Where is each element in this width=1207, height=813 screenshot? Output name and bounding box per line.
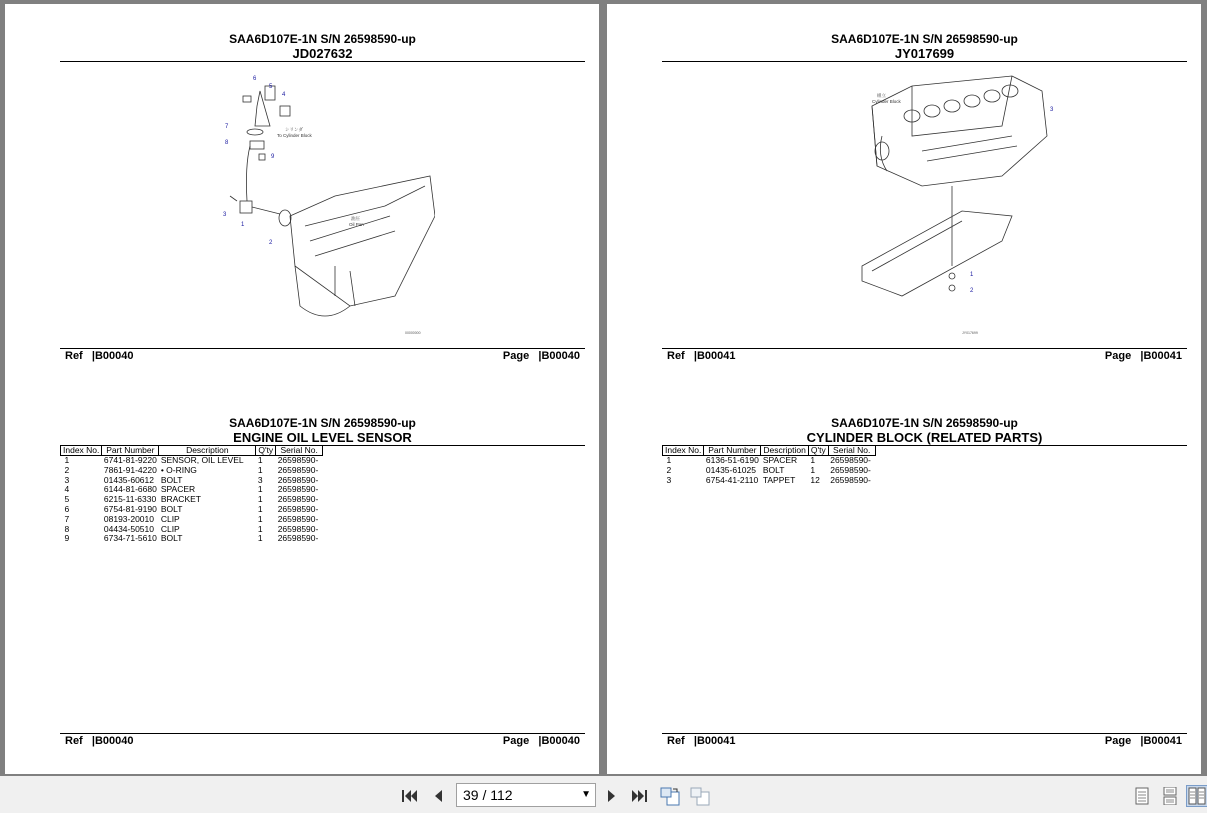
table-cell: 26598590- [277,484,319,495]
table-cell: 04434-50510 [103,523,154,534]
svg-text:9: 9 [271,154,275,160]
table-cell: 26598590- [277,523,319,534]
table-cell: 7 [64,513,70,524]
next-page-icon[interactable] [601,785,623,807]
column-header: Q'ty [256,446,276,456]
table-cell: 26598590- [277,503,319,514]
chevron-down-icon: ▼ [581,789,591,800]
page-header-model: SAA6D107E-1N S/N 26598590-up [229,32,416,46]
two-page-view-icon[interactable] [1186,785,1207,807]
table-cell: 3 [666,474,672,485]
single-page-view-icon[interactable] [1131,785,1153,807]
table-cell: 12 [810,474,820,485]
header-rule [60,61,585,62]
svg-text:1: 1 [970,272,974,278]
table-cell: 6215-11-6330 [103,494,157,505]
table-cell: 01435-60612 [103,474,154,485]
svg-text:Oil Pan: Oil Pan [349,222,364,227]
header-rule [662,61,1187,62]
table-cell: 9 [64,533,70,544]
table-cell: 1 [257,503,263,514]
table-cell: 6754-41-2110 [705,474,759,485]
svg-text:Cylinder Block: Cylinder Block [872,99,901,104]
left-page: SAA6D107E-1N S/N 26598590-up JD027632 6 5 4 7 8 9 3 1 2 シリンダ To Cylinder Block 油圧 Oil Pan 00000000 Ref |B00040 Page |B00040 SAA6D107E-1N S/N 26598590-up ENGINE OIL LEVEL SENSOR Index No. Part Number Description Q'ty Serial No. 1 6741-81-9220 SENSOR, OIL LEVEL 1 26598590- 2 7861-91-4220 • O-RING 1 26598590- 3 01435-60612 BOLT 3 26598590- 4 6144-81-6680 SPACER 1 26598590- 5 6215-11-6330 BRACKET 1 26598590- 6 6754-81-9190 BOLT 1 26598590- 7 08193-20010 CLIP 1 26598590- 8 04434-50510 CLIP 1 26598590- 9 6734-71-5610 BOLT 1 26598590- Ref |B00040 Page |B00040 [5,4,599,774]
svg-text:4: 4 [282,92,286,98]
table-cell: 26598590- [277,455,319,465]
table-cell: • O-RING [160,464,197,475]
column-header: Index No. [61,446,102,456]
svg-text:3: 3 [1050,107,1054,113]
table-cell: 26598590- [277,513,319,524]
table-cell: 26598590- [277,474,319,485]
svg-text:8: 8 [225,140,229,146]
table-cell: 1 [257,533,263,544]
svg-text:To Cylinder Block: To Cylinder Block [277,133,312,138]
table-cell: CLIP [160,513,180,524]
svg-text:5: 5 [269,84,273,90]
table-cell: 5 [64,494,70,505]
table-cell: 1 [257,455,263,465]
svg-text:組立: 組立 [877,93,886,98]
table-cell: 26598590- [830,464,871,475]
svg-text:00000000: 00000000 [405,331,421,335]
ref-rule [662,348,1187,349]
table-row [663,476,876,486]
footer-rule [60,733,585,734]
page-number-select[interactable] [456,783,596,807]
table-cell: 26598590- [830,474,871,485]
table-cell: 1 [810,464,816,475]
table-cell: 1 [257,464,263,475]
table-cell: SENSOR, OIL LEVEL [160,455,244,465]
column-header: Serial No. [828,446,875,456]
table-cell: BOLT [762,464,785,475]
svg-text:2: 2 [269,240,273,246]
table-cell: 1 [257,523,263,534]
table-cell: 26598590- [277,464,319,475]
table-cell: BOLT [160,533,183,544]
table-cell: 6 [64,503,70,514]
table-cell: BOLT [160,503,183,514]
svg-text:1: 1 [241,222,245,228]
table-cell: 1 [810,455,816,465]
table-cell: CLIP [160,523,180,534]
table-cell: 4 [64,484,70,495]
table-cell: BRACKET [160,494,201,505]
table-cell: 6144-81-6680 [103,484,157,495]
table-cell: SPACER [762,455,798,465]
table-cell: 6734-71-5610 [103,533,157,544]
table-cell: 8 [64,523,70,534]
table-cell: 6754-81-9190 [103,503,157,514]
table-cell: TAPPET [762,474,796,485]
svg-text:油圧: 油圧 [351,216,360,221]
oil-level-sensor-diagram [185,66,435,341]
column-header: Description [159,446,256,456]
svg-text:2: 2 [970,288,974,294]
figure-code: JD027632 [292,46,353,61]
rotate-alt-icon[interactable] [689,785,711,807]
svg-text:JY017699: JY017699 [962,331,978,335]
table-cell: SPACER [160,484,196,495]
viewer-toolbar [0,776,1207,813]
parts-table [662,445,876,485]
table-cell: 1 [257,513,263,524]
column-header: Index No. [663,446,704,456]
column-header: Description [761,446,809,456]
table-cell: 2 [64,464,70,475]
column-header: Serial No. [276,446,323,456]
column-header: Part Number [704,446,761,456]
footer-rule [662,733,1187,734]
first-page-icon[interactable] [398,785,420,807]
table-cell: 6741-81-9220 [103,455,157,465]
section-model: SAA6D107E-1N S/N 26598590-up [831,416,1018,430]
svg-text:6: 6 [253,76,257,82]
continuous-view-icon[interactable] [1159,785,1181,807]
last-page-icon[interactable] [629,785,651,807]
ref-rule [60,348,585,349]
page-header-model: SAA6D107E-1N S/N 26598590-up [831,32,1018,46]
table-cell: 3 [64,474,70,485]
svg-text:7: 7 [225,124,229,130]
svg-text:3: 3 [223,212,227,218]
table-cell: 7861-91-4220 [103,464,157,475]
table-cell: 1 [666,455,672,465]
section-model: SAA6D107E-1N S/N 26598590-up [229,416,416,430]
section-title: ENGINE OIL LEVEL SENSOR [233,430,412,445]
table-cell: 2 [666,464,672,475]
cylinder-block-diagram [852,66,1102,341]
right-page: SAA6D107E-1N S/N 26598590-up JY017699 3 1 2 組立 Cylinder Block JY017699 Ref |B00041 Page |B00041 SAA6D107E-1N S/N 26598590-up CYLINDER BLOCK (RELATED PARTS) Index No. Part Number Description Q'ty Serial No. 1 6136-51-6190 SPACER 1 26598590- 2 01435-61025 BOLT 1 26598590- 3 6754-41-2110 TAPPET 12 26598590- Ref |B00041 Page |B00041 [607,4,1201,774]
table-cell: 1 [64,455,70,465]
table-cell: 3 [257,474,263,485]
table-cell: 01435-61025 [705,464,756,475]
previous-page-icon[interactable] [427,785,449,807]
table-cell: 6136-51-6190 [705,455,759,465]
table-row [61,534,323,544]
section-title: CYLINDER BLOCK (RELATED PARTS) [806,430,1043,445]
table-cell: 26598590- [830,455,871,465]
table-cell: 26598590- [277,533,319,544]
column-header: Q'ty [808,446,828,456]
table-cell: 08193-20010 [103,513,154,524]
rotate-icon[interactable] [659,785,681,807]
table-cell: BOLT [160,474,183,485]
table-cell: 1 [257,484,263,495]
column-header: Part Number [102,446,159,456]
figure-code: JY017699 [894,46,955,61]
page-indicator: 39 / 112 [463,787,513,803]
table-cell: 1 [257,494,263,505]
table-cell: 26598590- [277,494,319,505]
parts-table [60,445,323,544]
svg-text:シリンダ: シリンダ [285,127,303,132]
